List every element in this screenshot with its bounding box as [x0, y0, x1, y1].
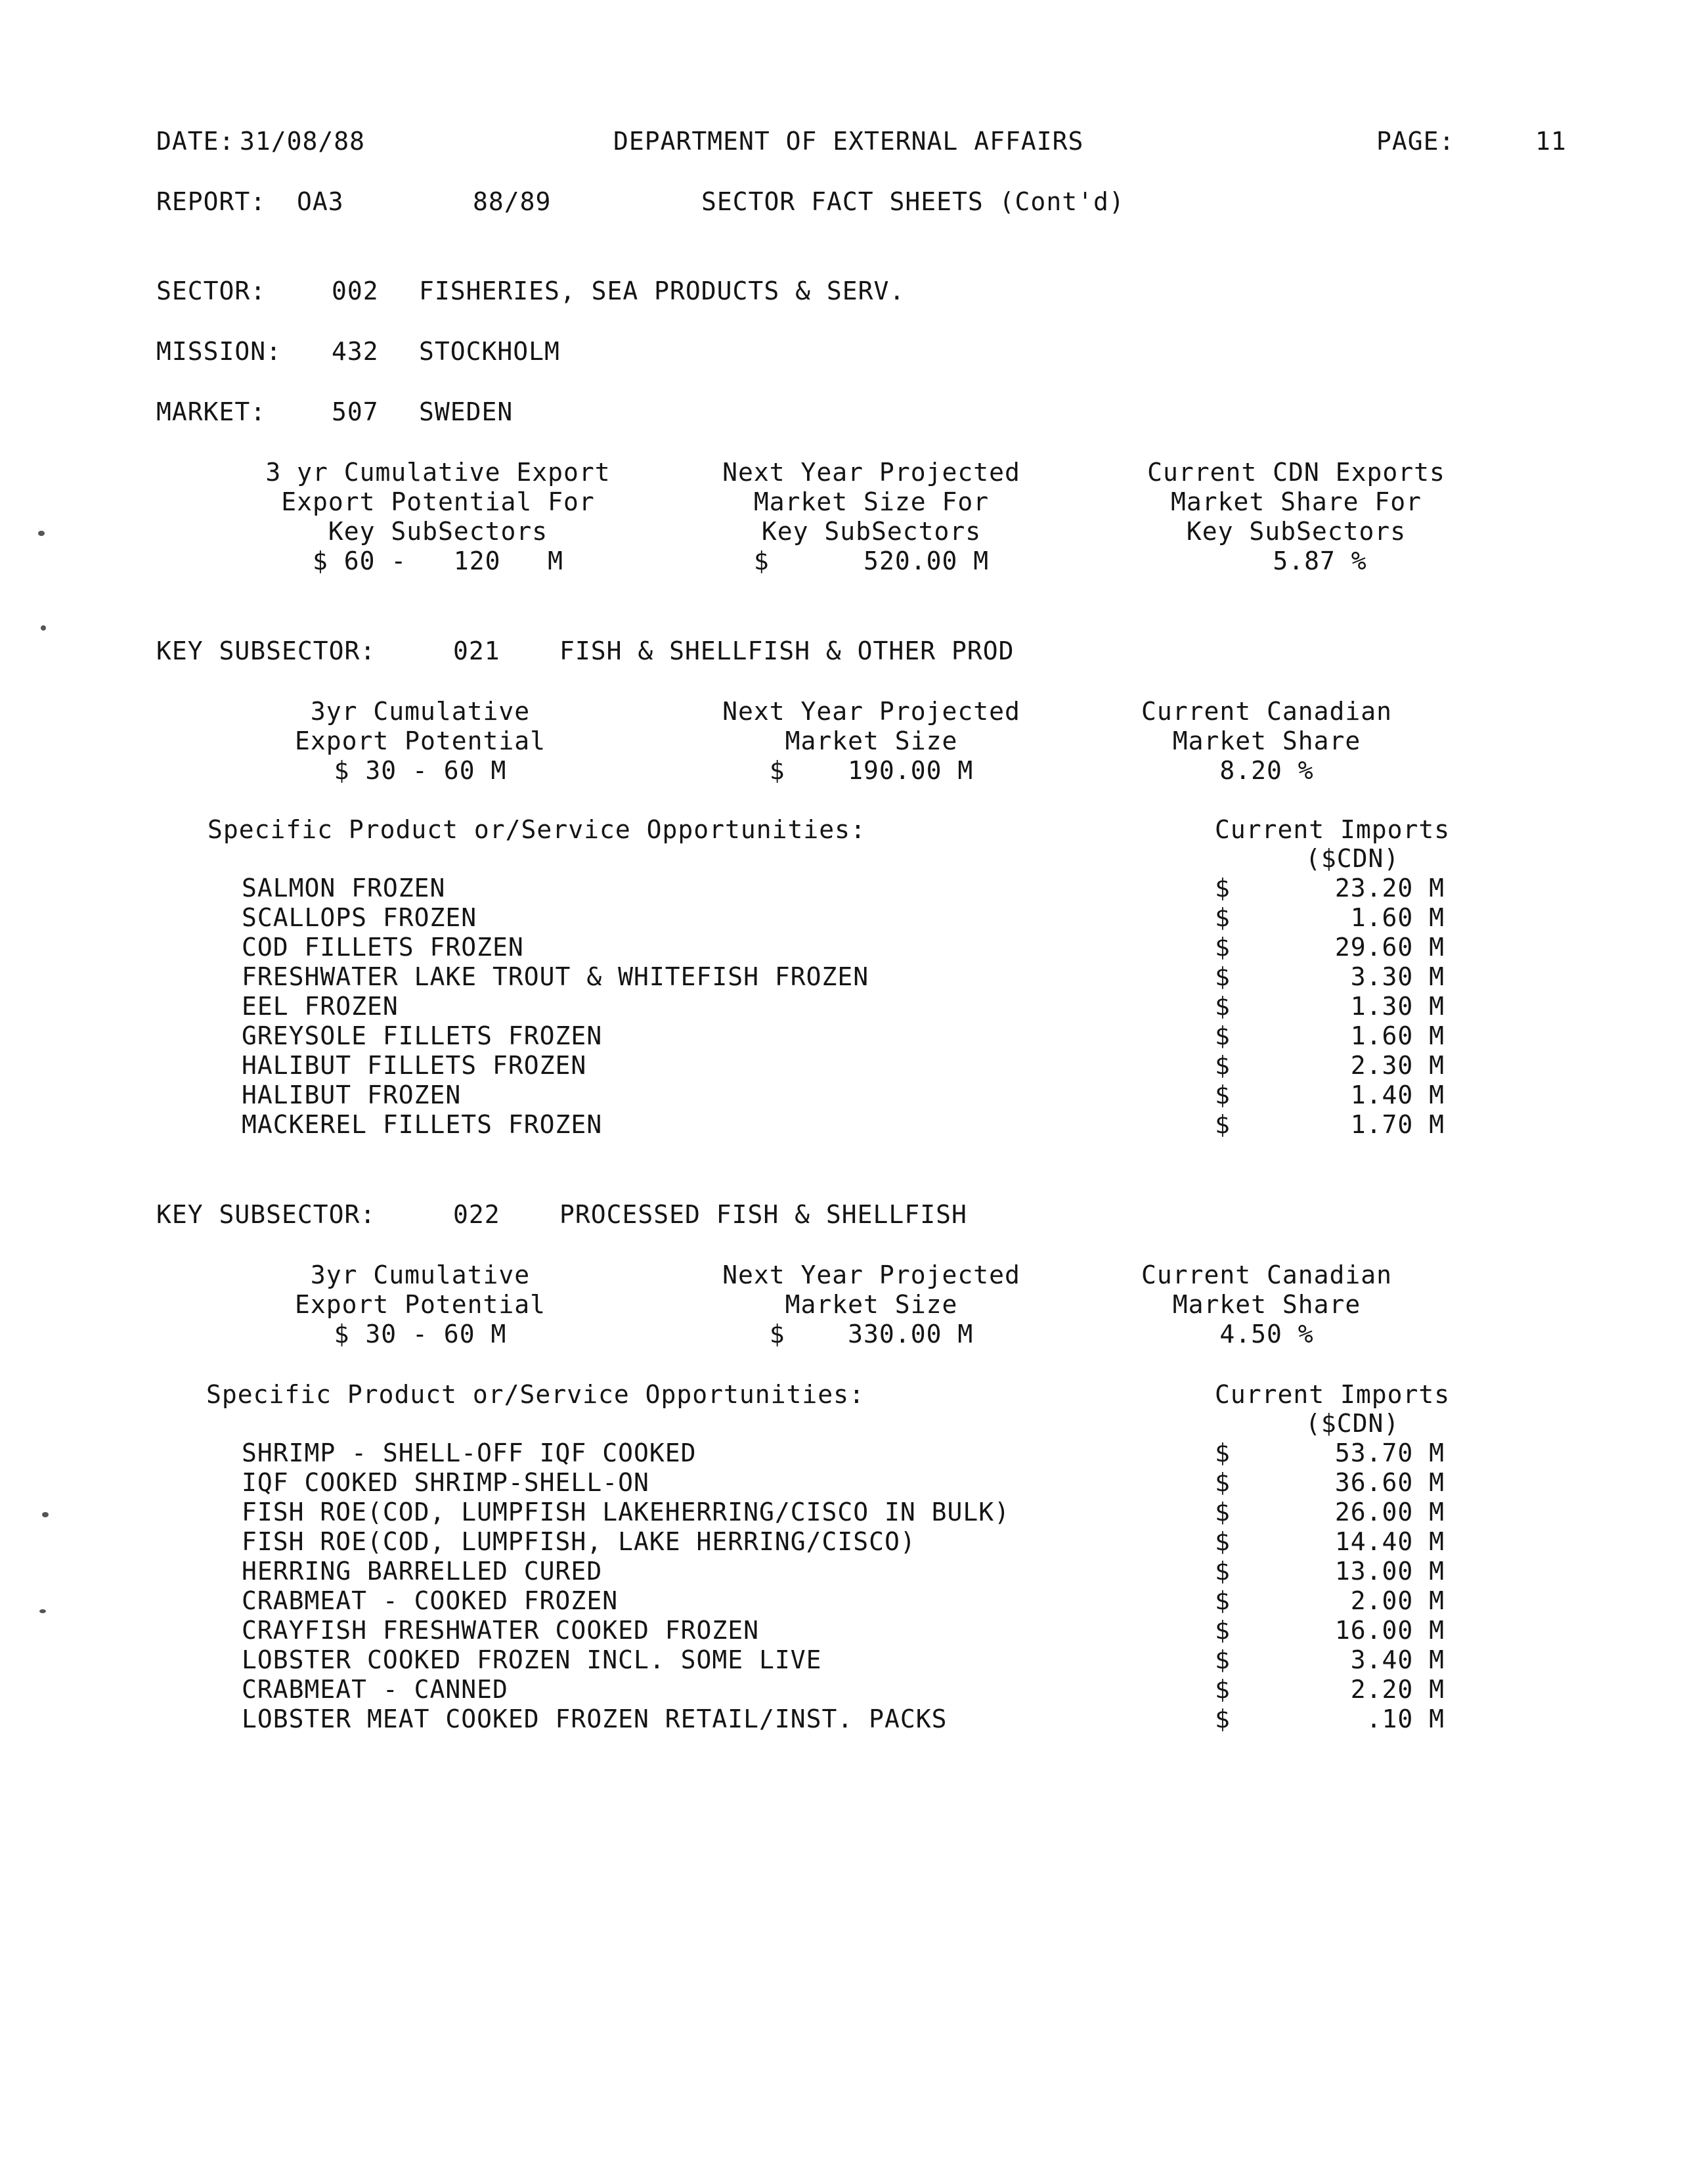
product-name: CRAYFISH FRESHWATER COOKED FROZEN [242, 1616, 759, 1645]
subsector-col3-line2: Market Share [1172, 1290, 1361, 1319]
product-name: MACKEREL FILLETS FROZEN [242, 1110, 603, 1139]
currency-symbol: $ [1215, 874, 1231, 903]
currency-symbol: $ [1215, 1051, 1231, 1080]
page-label: PAGE: [1376, 127, 1455, 156]
currency-symbol: $ [1215, 1498, 1231, 1527]
product-name: LOBSTER MEAT COOKED FROZEN RETAIL/INST. PACKS [242, 1705, 948, 1733]
currency-symbol: $ [1215, 992, 1231, 1021]
currency-symbol: $ [1215, 1675, 1231, 1704]
subsector-col3-line1: Current Canadian [1141, 1260, 1393, 1289]
current-imports-unit: ($CDN) [1305, 844, 1400, 873]
sector-code: 002 [332, 277, 379, 305]
product-name: FRESHWATER LAKE TROUT & WHITEFISH FROZEN [242, 962, 869, 991]
subsector-col2-line2: Market Size [785, 726, 958, 755]
department-title: DEPARTMENT OF EXTERNAL AFFAIRS [613, 127, 1084, 156]
sector-label: SECTOR: [156, 277, 267, 305]
mission-label: MISSION: [156, 337, 282, 366]
product-name: HALIBUT FROZEN [242, 1081, 462, 1109]
opportunities-label: Specific Product or/Service Opportunities: [208, 815, 866, 844]
scan-speck [41, 625, 46, 631]
subsector-market-size: $ 190.00 M [769, 756, 974, 785]
subsector-market-share: 4.50 % [1219, 1320, 1314, 1348]
report-period: 88/89 [473, 187, 552, 216]
subsector-col1-line1: 3yr Cumulative [310, 1260, 531, 1289]
current-imports-label: Current Imports [1215, 815, 1451, 844]
product-name: HERRING BARRELLED CURED [242, 1557, 603, 1586]
currency-symbol: $ [1215, 1081, 1231, 1109]
subsector-market-size: $ 330.00 M [769, 1320, 974, 1348]
subsector-col1-line2: Export Potential [294, 726, 546, 755]
currency-symbol: $ [1215, 1705, 1231, 1733]
product-name: FISH ROE(COD, LUMPFISH LAKEHERRING/CISCO IN BULK) [242, 1498, 1011, 1527]
summary-col2-line3: Key SubSectors [761, 517, 982, 546]
summary-col2-line1: Next Year Projected [722, 458, 1020, 487]
subsector-name: FISH & SHELLFISH & OTHER PROD [559, 636, 1015, 665]
summary-col2-line2: Market Size For [753, 487, 990, 516]
market-label: MARKET: [156, 397, 267, 426]
import-value: 16.00 M [1334, 1616, 1445, 1645]
subsector-code: 022 [453, 1200, 500, 1229]
product-name: CRABMEAT - CANNED [242, 1675, 508, 1704]
currency-symbol: $ [1215, 1021, 1231, 1050]
import-value: 1.70 M [1350, 1110, 1445, 1139]
subsector-label: KEY SUBSECTOR: [156, 1200, 376, 1229]
import-value: 1.30 M [1350, 992, 1445, 1021]
subsector-export-potential: $ 30 - 60 M [334, 1320, 507, 1348]
product-name: SCALLOPS FROZEN [242, 903, 477, 932]
subsector-col2-line1: Next Year Projected [722, 697, 1020, 726]
import-value: 3.40 M [1350, 1645, 1445, 1674]
summary-export-potential: $ 60 - 120 M [312, 546, 564, 575]
product-name: SALMON FROZEN [242, 874, 446, 903]
subsector-code: 021 [453, 636, 500, 665]
summary-col3-line3: Key SubSectors [1186, 517, 1407, 546]
currency-symbol: $ [1215, 1586, 1231, 1615]
date-value: 31/08/88 [240, 127, 366, 156]
summary-col1-line2: Export Potential For [281, 487, 595, 516]
currency-symbol: $ [1215, 1110, 1231, 1139]
subsector-label: KEY SUBSECTOR: [156, 636, 376, 665]
current-imports-unit: ($CDN) [1305, 1409, 1400, 1438]
market-name: SWEDEN [419, 397, 514, 426]
import-value: 1.40 M [1350, 1081, 1445, 1109]
summary-market-size: $ 520.00 M [753, 546, 990, 575]
import-value: 14.40 M [1334, 1527, 1445, 1556]
product-name: LOBSTER COOKED FROZEN INCL. SOME LIVE [242, 1645, 822, 1674]
product-name: EEL FROZEN [242, 992, 399, 1021]
currency-symbol: $ [1215, 1616, 1231, 1645]
current-imports-label: Current Imports [1215, 1380, 1451, 1409]
summary-col3-line2: Market Share For [1170, 487, 1422, 516]
scan-speck [42, 1512, 49, 1517]
report-code: OA3 [297, 187, 344, 216]
import-value: 26.00 M [1334, 1498, 1445, 1527]
mission-name: STOCKHOLM [419, 337, 560, 366]
report-title: SECTOR FACT SHEETS (Cont'd) [701, 187, 1125, 216]
import-value: 2.00 M [1350, 1586, 1445, 1615]
product-name: IQF COOKED SHRIMP-SHELL-ON [242, 1468, 649, 1497]
currency-symbol: $ [1215, 1468, 1231, 1497]
product-name: SHRIMP - SHELL-OFF IQF COOKED [242, 1438, 697, 1467]
currency-symbol: $ [1215, 1438, 1231, 1467]
import-value: 29.60 M [1334, 933, 1445, 962]
subsector-col3-line2: Market Share [1172, 726, 1361, 755]
opportunities-label: Specific Product or/Service Opportunities: [206, 1380, 865, 1409]
subsector-col2-line1: Next Year Projected [722, 1260, 1020, 1289]
import-value: 3.30 M [1350, 962, 1445, 991]
product-name: GREYSOLE FILLETS FROZEN [242, 1021, 603, 1050]
import-value: 1.60 M [1350, 1021, 1445, 1050]
product-name: HALIBUT FILLETS FROZEN [242, 1051, 587, 1080]
currency-symbol: $ [1215, 903, 1231, 932]
subsector-col3-line1: Current Canadian [1141, 697, 1393, 726]
summary-col1-line3: Key SubSectors [328, 517, 548, 546]
import-value: 13.00 M [1334, 1557, 1445, 1586]
currency-symbol: $ [1215, 1527, 1231, 1556]
import-value: 36.60 M [1334, 1468, 1445, 1497]
subsector-col2-line2: Market Size [785, 1290, 958, 1319]
product-name: COD FILLETS FROZEN [242, 933, 524, 962]
page-number: 11 [1535, 127, 1567, 156]
currency-symbol: $ [1215, 933, 1231, 962]
import-value: 53.70 M [1334, 1438, 1445, 1467]
summary-col3-line1: Current CDN Exports [1147, 458, 1445, 487]
import-value: 2.20 M [1350, 1675, 1445, 1704]
subsector-col1-line1: 3yr Cumulative [310, 697, 531, 726]
mission-code: 432 [332, 337, 379, 366]
scan-speck [38, 531, 45, 536]
product-name: CRABMEAT - COOKED FROZEN [242, 1586, 619, 1615]
subsector-export-potential: $ 30 - 60 M [334, 756, 507, 785]
subsector-col1-line2: Export Potential [294, 1290, 546, 1319]
import-value: .10 M [1366, 1705, 1445, 1733]
summary-col1-line1: 3 yr Cumulative Export [265, 458, 611, 487]
date-label: DATE: [156, 127, 235, 156]
sector-name: FISHERIES, SEA PRODUCTS & SERV. [419, 277, 906, 305]
scan-speck [39, 1609, 46, 1613]
summary-market-share: 5.87 % [1273, 546, 1367, 575]
import-value: 1.60 M [1350, 903, 1445, 932]
product-name: FISH ROE(COD, LUMPFISH, LAKE HERRING/CISCO) [242, 1527, 916, 1556]
currency-symbol: $ [1215, 1557, 1231, 1586]
subsector-market-share: 8.20 % [1219, 756, 1314, 785]
import-value: 23.20 M [1334, 874, 1445, 903]
subsector-name: PROCESSED FISH & SHELLFISH [559, 1200, 967, 1229]
currency-symbol: $ [1215, 962, 1231, 991]
import-value: 2.30 M [1350, 1051, 1445, 1080]
currency-symbol: $ [1215, 1645, 1231, 1674]
report-label: REPORT: [156, 187, 267, 216]
market-code: 507 [332, 397, 379, 426]
